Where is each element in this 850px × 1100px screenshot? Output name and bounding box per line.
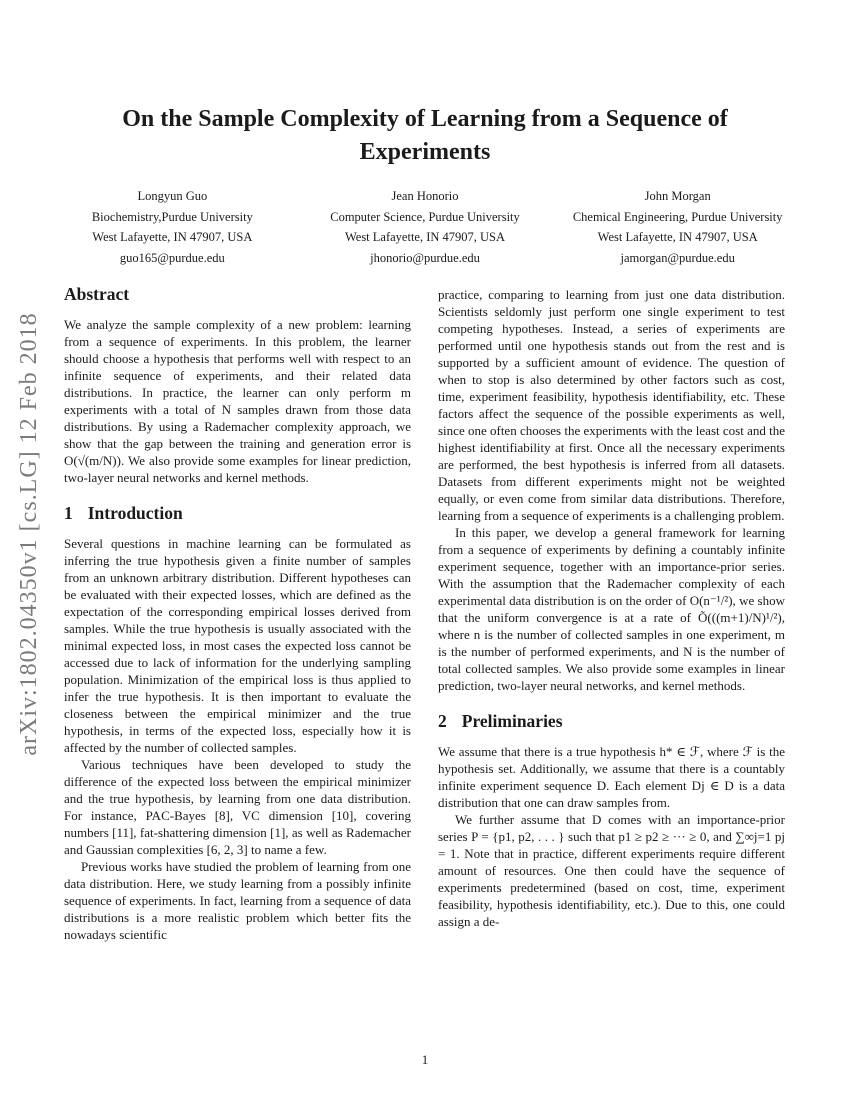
author-name: John Morgan — [644, 189, 711, 203]
author-block — [551, 186, 804, 268]
author-affiliation: Chemical Engineering, Purdue University — [572, 209, 783, 224]
arxiv-watermark: arXiv:1802.04350v1 [cs.LG] 12 Feb 2018 — [16, 312, 42, 756]
author-affiliation: Computer Science, Purdue University — [330, 209, 520, 224]
author-name: Longyun Guo — [137, 189, 208, 203]
paragraph: Various techniques have been developed to study the difference of the expected loss between the empirical minimizer and the true hypothesis, by learning from one data distribution. For instance, PAC-Bayes [8], VC dimension [10], covering numbers [11], fat-shattering dimension [1], as well as Rademacher and Gaussian complexities [6, 2, 3] to name a few. — [64, 757, 411, 857]
paragraph: practice, comparing to learning from just one data distribution. Scientists seldomly just perform one single experiment to test competing hypotheses. Instead, a series of experiments are performed until one hypothesis stands out from the rest and is supported by a sufficient amount of evidence. The question of when to stop is also determined by other factors such as cost, time, experiment feasibility, hypothesis identifiability, etc. These factors affect the sequence of the possible experiments as well, since one often chooses the experiments with the least cost and the highest identifiability at first. Once all the necessary experiments are performed, the best hypothesis is inferred from all datasets. Datasets from different experiments might not be weighted equally, or even come from similar data distributions. Therefore, learning from a sequence of experiments is a challenging problem. — [438, 287, 785, 523]
two-column-body — [64, 286, 786, 943]
author-address: West Lafayette, IN 47907, USA — [597, 230, 758, 244]
author-block — [46, 186, 299, 268]
author-email: jhonorio@purdue.edu — [370, 250, 480, 265]
left-column — [64, 286, 411, 943]
abstract-heading: Abstract — [64, 284, 130, 304]
paper-title: On the Sample Complexity of Learning from a Sequence of Experiments — [122, 106, 728, 165]
paragraph: Previous works have studied the problem of learning from one data distribution. Here, we study learning from a possibly infinite sequence of experiments. In fact, learning from a sequence of data distributions is a more realistic problem which better fits the nowadays scientific — [64, 859, 411, 942]
section-heading-introduction — [64, 505, 411, 522]
paragraph: Several questions in machine learning can be formulated as inferring the true hypothesis given a finite number of samples from an unknown arbitrary distribution. Different hypotheses can be evaluated with their expected losses, which are defined as the expectation of the corresponding empirical losses derived from samples. While the true hypothesis is usually associated with the minimal expected loss, in most cases the expected loss cannot be accessed due to lack of information for the underlying sampling population. Minimization of the empirical loss is thus applied to infer the true hypothesis. It is then important to evaluate the closeness between the empirical minimizer and the true hypothesis, in terms of the expected loss, especially how it is affected by the number of collected samples. — [64, 536, 411, 755]
author-affiliation: Biochemistry,Purdue University — [91, 209, 253, 224]
section-title: Introduction — [87, 503, 183, 523]
section-number: 2 — [438, 711, 447, 731]
paragraph: In this paper, we develop a general framework for learning from a sequence of experiments by defining a countably infinite experiment sequence, together with an importance-prior series. With the assumption that the Rademacher complexity of each experimental data distribution is on the order of O(n⁻¹/²), we show that the uniform convergence is at a rate of Õ(((m+1)/N)¹/²), where n is the number of collected samples in one experiment, m is the number of performed experiments, and N is the number of total collected samples. We also provide some examples in linear prediction, two-layer neural networks, and kernel methods. — [438, 525, 785, 693]
page-number: 1 — [421, 1052, 429, 1067]
paragraph: We assume that there is a true hypothesis h* ∈ ℱ, where ℱ is the hypothesis set. Additionally, we assume that there is a countably infinite experiment sequence D. Each element Dj ∈ D is a data distribution that one can draw samples from. — [438, 744, 785, 810]
author-list — [46, 186, 804, 268]
right-column — [438, 286, 785, 943]
author-address: West Lafayette, IN 47907, USA — [92, 230, 253, 244]
section-title: Preliminaries — [461, 711, 563, 731]
author-block — [299, 186, 552, 268]
author-email: jamorgan@purdue.edu — [620, 250, 735, 265]
section-number: 1 — [64, 503, 73, 523]
author-name: Jean Honorio — [391, 189, 459, 203]
abstract-text: We analyze the sample complexity of a new problem: learning from a sequence of experiments. In this problem, the learner should choose a hypothesis that performs well with respect to an infinite sequence of experiments, and their related data distributions. In practice, the learner can only perform m experiments with a total of N samples drawn from those data distributions. By using a Rademacher complexity approach, we show that the gap between the training and generation error is O(√(m/N)). We also provide some examples for linear prediction, two-layer neural networks and kernel methods. — [64, 317, 411, 485]
paragraph: We further assume that D comes with an importance-prior series P = {p1, p2, . . . } such that p1 ≥ p2 ≥ ··· ≥ 0, and ∑∞j=1 pj = 1. Note that in practice, different experiments require different amount of resources. One then could have the sequence of experiments predetermined (based on cost, time, experiment feasibility, hypothesis identifiability, etc.). Due to this, one could assign a de- — [438, 812, 785, 929]
author-address: West Lafayette, IN 47907, USA — [344, 230, 506, 244]
section-heading-preliminaries — [438, 713, 785, 730]
author-email: guo165@purdue.edu — [119, 250, 225, 265]
